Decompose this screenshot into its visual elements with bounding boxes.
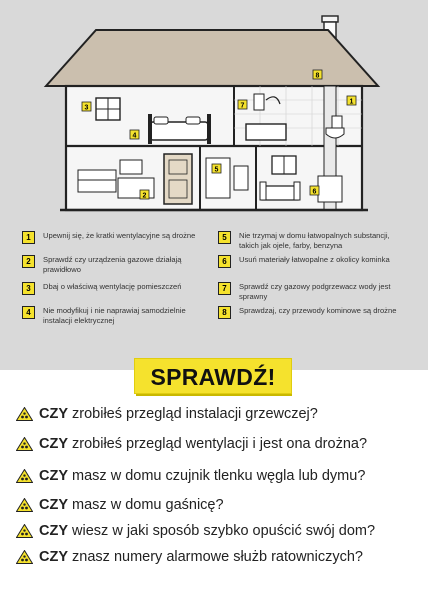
question-6 [16, 549, 363, 565]
check-banner [134, 358, 292, 394]
marker-5 [212, 164, 221, 174]
legend-item-1 [22, 231, 202, 244]
question-text: masz w domu czujnik tlenku węgla lub dymu? [72, 468, 366, 484]
legend-number: 6 [218, 255, 231, 268]
legend-number: 3 [22, 282, 35, 295]
legend-item-5 [218, 231, 408, 251]
marker-4 [130, 130, 139, 140]
legend-text: Nie trzymaj w domu łatwopalnych substancji, takich jak ojele, farby, benzyna [239, 231, 390, 250]
legend-item-3 [22, 282, 202, 295]
marker-8 [313, 70, 322, 80]
question-5 [16, 523, 375, 539]
svg-text:1: 1 [349, 98, 354, 106]
svg-text:3: 3 [84, 104, 89, 112]
svg-text:4: 4 [132, 132, 137, 140]
legend-number: 2 [22, 255, 35, 268]
svg-text:5: 5 [214, 166, 219, 174]
question-text: masz w domu gaśnicę? [72, 497, 224, 513]
question-text: zrobiłeś przegląd wentylacji i jest ona drożna? [72, 436, 368, 452]
warning-icon [16, 524, 33, 538]
question-prefix: CZY [39, 523, 68, 539]
question-prefix: CZY [39, 468, 68, 484]
svg-text:7: 7 [240, 102, 245, 110]
legend-text: Sprawdź czy gazowy podgrzewacz wody jest sprawny [239, 282, 391, 301]
legend-number: 4 [22, 306, 35, 319]
svg-text:2: 2 [142, 192, 147, 200]
warning-icon [16, 437, 33, 451]
question-prefix: CZY [39, 436, 68, 452]
legend-text: Upewnij się, że kratki wentylacyjne są drożne [43, 231, 196, 240]
legend-item-8 [218, 306, 413, 319]
legend-text: Usuń materiały łatwopalne z okolicy kominka [239, 255, 390, 264]
warning-icon [16, 498, 33, 512]
question-text: zrobiłeś przegląd instalacji grzewczej? [72, 406, 318, 422]
question-3 [16, 468, 365, 484]
question-text: znasz numery alarmowe służb ratowniczych? [72, 549, 363, 565]
warning-icon [16, 407, 33, 421]
legend-text: Nie modyfikuj i nie naprawiaj samodzielnie instalacji elektrycznej [43, 306, 186, 325]
marker-2 [140, 190, 149, 200]
legend-item-4 [22, 306, 200, 326]
svg-text:6: 6 [312, 188, 317, 196]
warning-icon [16, 469, 33, 483]
legend-number: 1 [22, 231, 35, 244]
legend-text: Dbaj o właściwą wentylację pomieszczeń [43, 282, 182, 291]
question-2 [16, 436, 367, 452]
marker-6 [310, 186, 319, 196]
legend-item-2 [22, 255, 197, 275]
house-illustration [0, 0, 428, 225]
question-text: wiesz w jaki sposób szybko opuścić swój dom? [72, 523, 376, 539]
marker-1 [347, 96, 356, 106]
svg-text:8: 8 [315, 72, 320, 80]
legend-item-6 [218, 255, 413, 268]
question-prefix: CZY [39, 549, 68, 565]
legend-number: 7 [218, 282, 231, 295]
legend-number: 8 [218, 306, 231, 319]
legend-item-7 [218, 282, 403, 302]
warning-icon [16, 550, 33, 564]
marker-3 [82, 102, 91, 112]
legend-number: 5 [218, 231, 231, 244]
question-4 [16, 497, 224, 513]
question-prefix: CZY [39, 406, 68, 422]
legend-text: Sprawdzaj, czy przewody kominowe są drożne [239, 306, 397, 315]
legend-text: Sprawdź czy urządzenia gazowe działają prawidłowo [43, 255, 182, 274]
question-prefix: CZY [39, 497, 68, 513]
banner-title: SPRAWDŹ! [150, 364, 276, 390]
marker-7 [238, 100, 247, 110]
question-1 [16, 406, 318, 422]
